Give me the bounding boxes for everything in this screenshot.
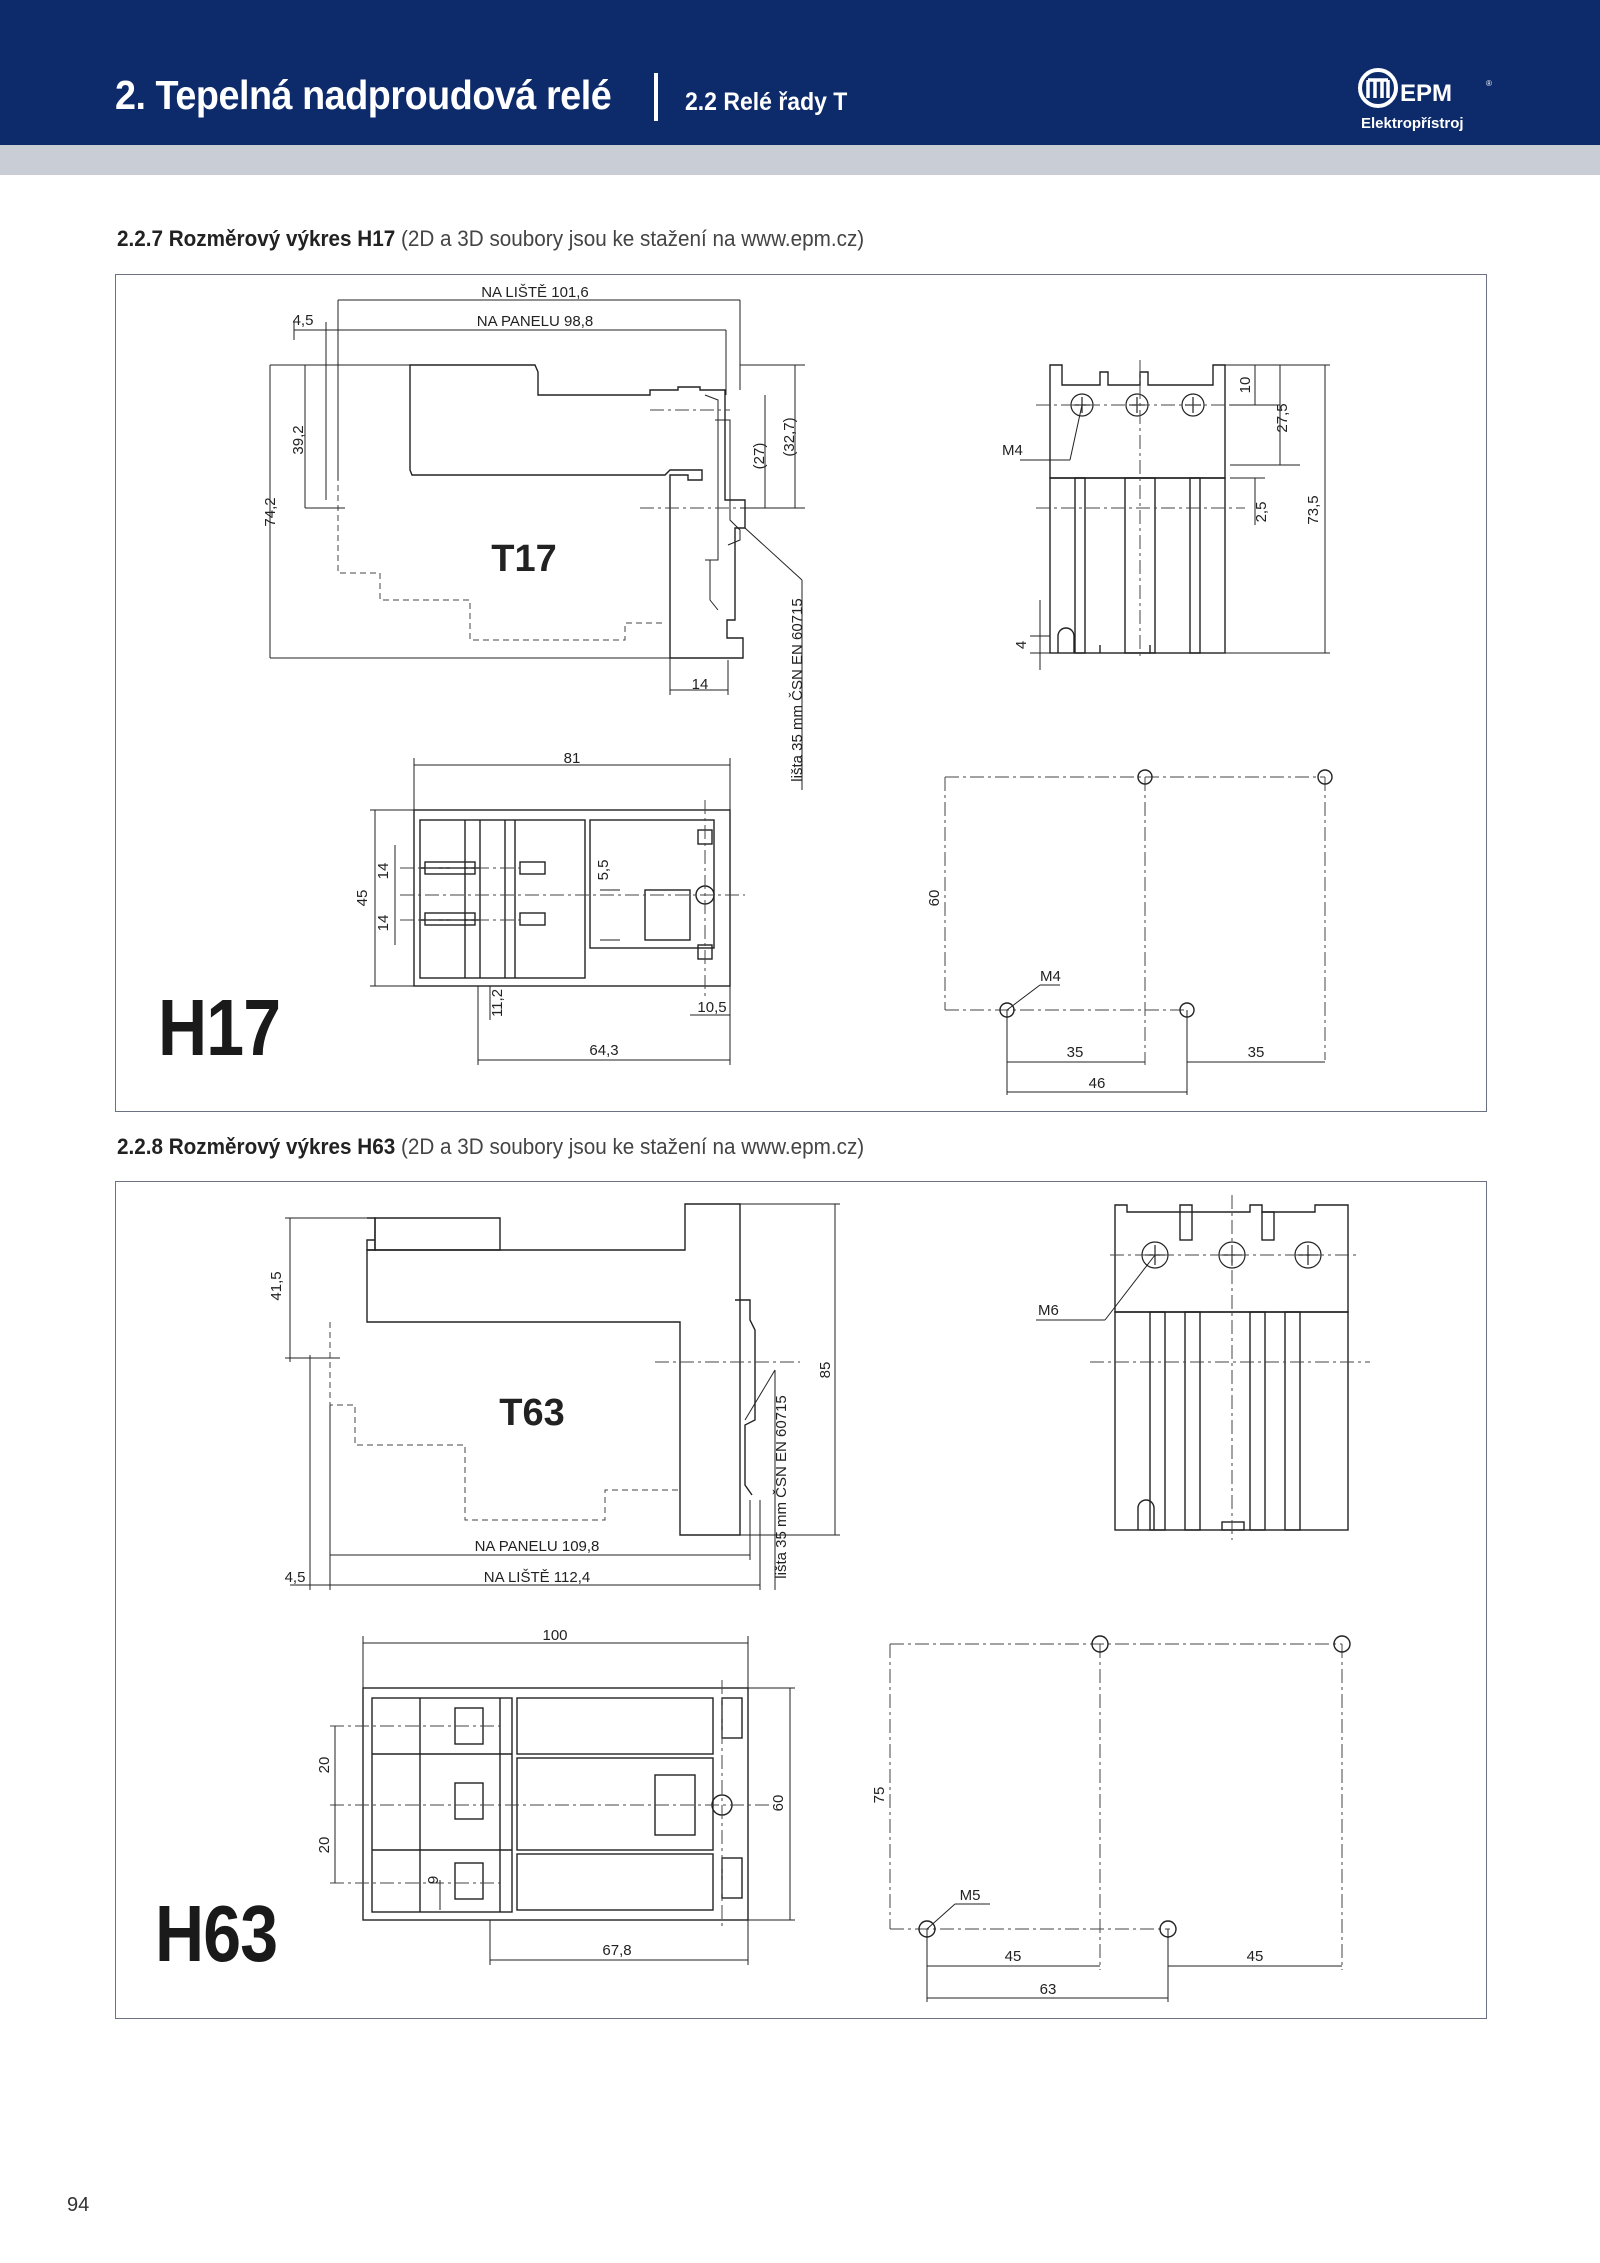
dim-67-8: 67,8 xyxy=(602,1942,632,1959)
dim-74-2: 74,2 xyxy=(262,497,279,527)
dim-27: (27) xyxy=(751,442,768,470)
logo-subtext: Elektropřístroj xyxy=(1361,115,1464,132)
dim-73-5: 73,5 xyxy=(1305,495,1322,525)
section-note: (2D a 3D soubory jsou ke stažení na www.epm.cz) xyxy=(400,1134,865,1159)
device-label-t63: T63 xyxy=(499,1392,565,1434)
dim-m4-screw: M4 xyxy=(1002,442,1023,459)
dim-63: 63 xyxy=(1039,1981,1057,1998)
section-number: 2.2.7 Rozměrový výkres H17 xyxy=(117,226,396,251)
dim-35-a: 35 xyxy=(1066,1044,1084,1061)
dim-na-liste: NA LIŠTĚ 112,4 xyxy=(483,1569,591,1586)
page-number: 94 xyxy=(67,2194,90,2216)
dim-9: 9 xyxy=(425,1875,442,1885)
chapter-title: 2. Tepelná nadproudová relé xyxy=(115,72,612,118)
svg-text:®: ® xyxy=(1486,79,1492,88)
dim-85: 85 xyxy=(817,1361,834,1379)
dim-14-b: 14 xyxy=(375,914,392,932)
rail-label: lišta 35 mm ČSN EN 60715 xyxy=(789,598,806,782)
dim-60: 60 xyxy=(770,1794,787,1812)
dim-20-b: 20 xyxy=(316,1836,333,1854)
dim-m6: M6 xyxy=(1038,1302,1059,1319)
dim-2-5: 2,5 xyxy=(1253,501,1270,523)
dim-m5: M5 xyxy=(959,1887,981,1904)
dim-4-5: 4,5 xyxy=(284,1569,306,1586)
dim-27-5: 27,5 xyxy=(1274,403,1291,433)
dim-60: 60 xyxy=(926,889,943,907)
dim-20-a: 20 xyxy=(316,1756,333,1774)
dim-na-panelu: NA PANELU 109,8 xyxy=(474,1538,600,1555)
dim-10: 10 xyxy=(1237,376,1254,394)
dim-14: 14 xyxy=(691,676,709,693)
dim-32-7: (32,7) xyxy=(781,417,798,457)
dim-41-5: 41,5 xyxy=(268,1271,285,1301)
chapter-subtitle: 2.2 Relé řady T xyxy=(685,88,848,116)
dim-75: 75 xyxy=(871,1786,888,1804)
dim-na-liste: NA LIŠTĚ 101,6 xyxy=(481,284,589,301)
logo-text: EPM xyxy=(1400,80,1453,107)
section-note: (2D a 3D soubory jsou ke stažení na www.epm.cz) xyxy=(400,226,865,251)
dim-na-panelu: NA PANELU 98,8 xyxy=(476,313,594,330)
dim-10-5: 10,5 xyxy=(697,999,727,1016)
dim-11-2: 11,2 xyxy=(489,988,506,1018)
h63-big-label: H63 xyxy=(155,1889,278,1978)
h17-big-label: H17 xyxy=(158,983,281,1072)
dim-45: 45 xyxy=(354,889,371,907)
device-label-t17: T17 xyxy=(491,538,557,580)
dim-m4-hole: M4 xyxy=(1040,968,1061,985)
section-number: 2.2.8 Rozměrový výkres H63 xyxy=(117,1134,396,1159)
dim-81: 81 xyxy=(563,750,581,767)
dim-39-2: 39,2 xyxy=(290,425,307,455)
dim-64-3: 64,3 xyxy=(589,1042,619,1059)
dim-100: 100 xyxy=(542,1627,568,1644)
dim-45-b: 45 xyxy=(1246,1948,1264,1965)
dim-14-a: 14 xyxy=(375,862,392,880)
dim-35-b: 35 xyxy=(1247,1044,1265,1061)
dim-45-a: 45 xyxy=(1004,1948,1022,1965)
dim-4: 4 xyxy=(1013,640,1030,650)
dim-5-5: 5,5 xyxy=(595,859,612,881)
dim-46: 46 xyxy=(1088,1075,1106,1092)
rail-label: lišta 35 mm ČSN EN 60715 xyxy=(773,1395,790,1579)
dim-4-5: 4,5 xyxy=(292,312,314,329)
